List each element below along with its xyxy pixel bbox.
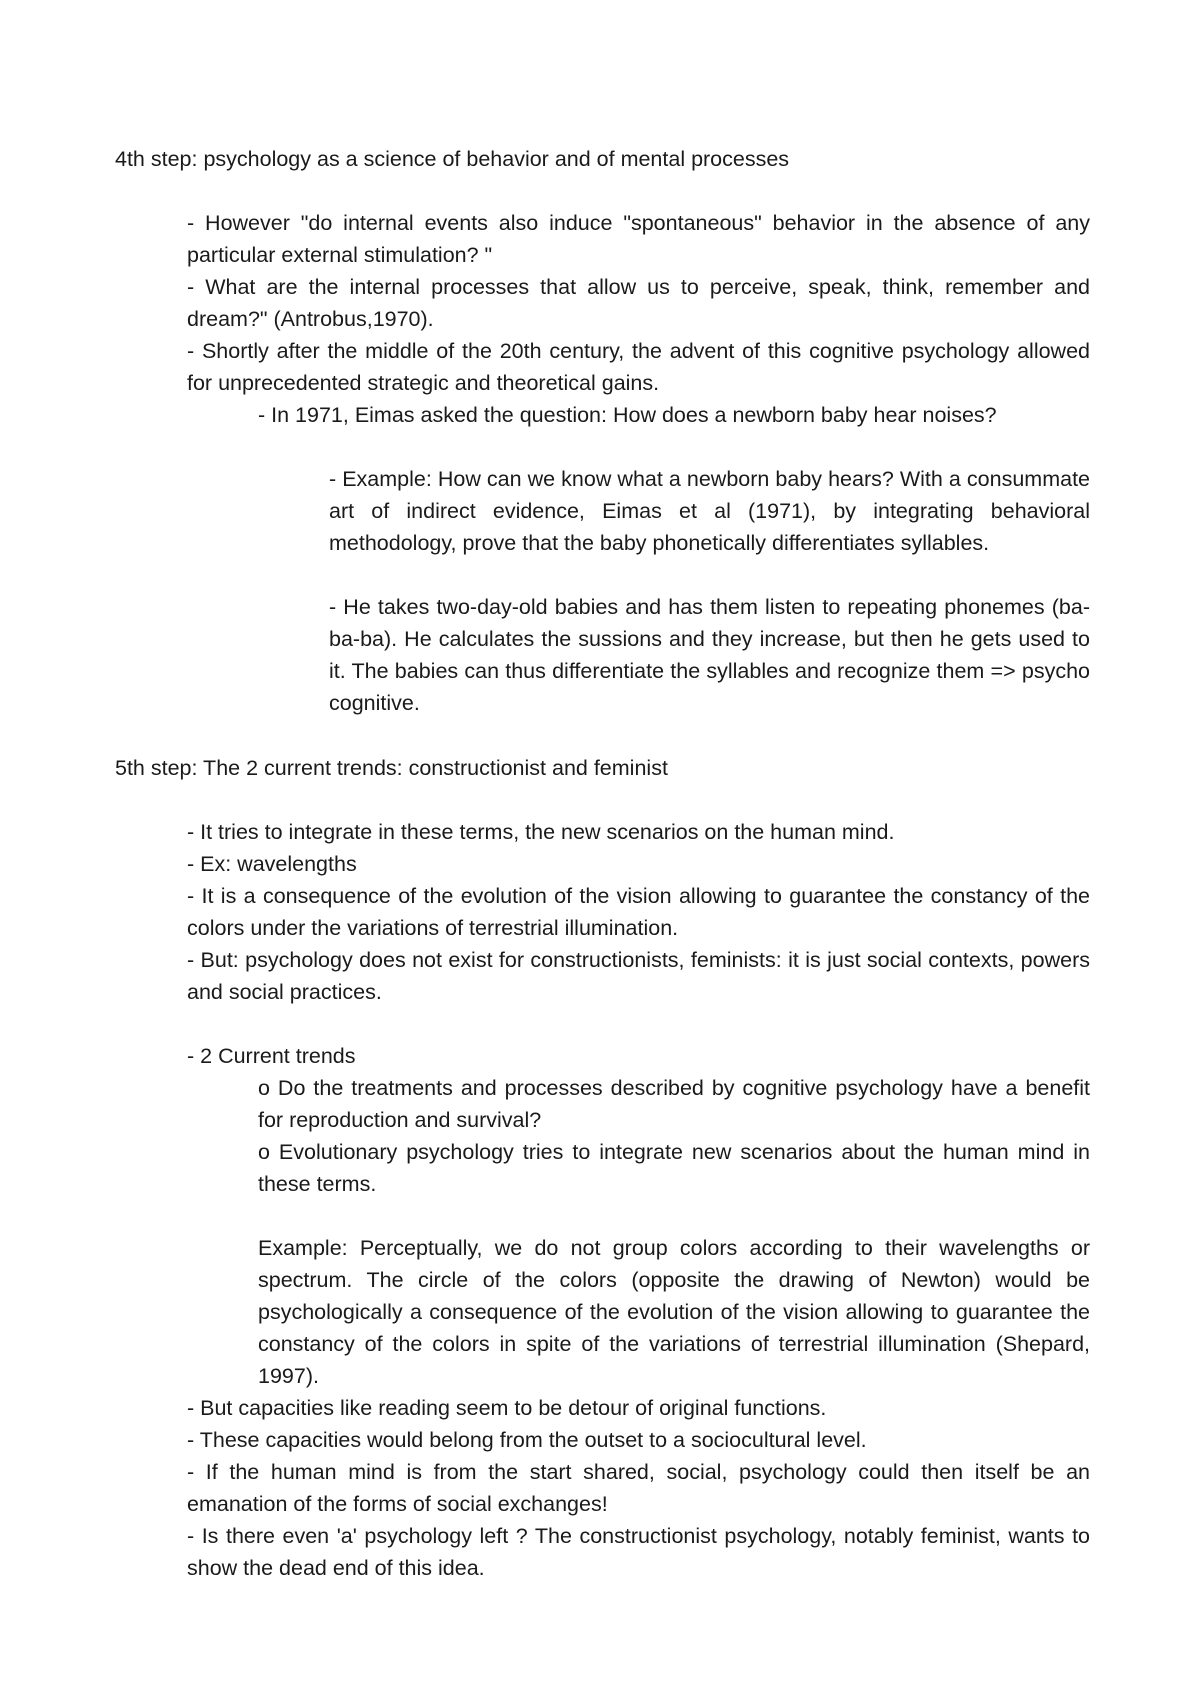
list-item: - Is there even 'a' psychology left ? The constructionist psychology, notably feminist, wants to show the dead end of this idea. [187, 1524, 1090, 1580]
sub-sub-list-item: - Example: How can we know what a newborn baby hears? With a consummate art of indirect evidence, Eimas et al (1971), by integrating behavioral methodology, prove that the baby phonetically differentiates syllables. [329, 467, 1090, 555]
list-item: - What are the internal processes that allow us to perceive, speak, think, remember and dream?" (Antrobus,1970). [187, 275, 1090, 331]
section-5-heading: 5th step: The 2 current trends: constructionist and feminist [115, 756, 668, 780]
list-item: - These capacities would belong from the outset to a sociocultural level. [187, 1428, 867, 1452]
list-item: - It is a consequence of the evolution of the vision allowing to guarantee the constancy of the colors under the variations of terrestrial illumination. [187, 884, 1090, 940]
list-item: - However "do internal events also induce "spontaneous" behavior in the absence of any particular external stimulation? " [187, 211, 1090, 267]
list-item: - It tries to integrate in these terms, the new scenarios on the human mind. [187, 820, 895, 844]
list-item: - If the human mind is from the start shared, social, psychology could then itself be an emanation of the forms of social exchanges! [187, 1460, 1090, 1516]
sub-sub-list-item: - He takes two-day-old babies and has them listen to repeating phonemes (ba-ba-ba). He calculates the sussions and they increase, but then he gets used to it. The babies can thus differentiate the syllables and recognize them => psycho cognitive. [329, 595, 1090, 715]
list-item: - But: psychology does not exist for constructionists, feminists: it is just social contexts, powers and social practices. [187, 948, 1090, 1004]
list-item: - But capacities like reading seem to be detour of original functions. [187, 1396, 827, 1420]
list-item: - Shortly after the middle of the 20th century, the advent of this cognitive psychology allowed for unprecedented strategic and theoretical gains. [187, 339, 1090, 395]
trends-label: - 2 Current trends [187, 1044, 356, 1068]
section-4-heading: 4th step: psychology as a science of behavior and of mental processes [115, 147, 790, 171]
sub-list-item: - In 1971, Eimas asked the question: How does a newborn baby hear noises? [258, 403, 997, 427]
list-item: - Ex: wavelengths [187, 852, 357, 876]
trend-item: o Do the treatments and processes described by cognitive psychology have a benefit for reproduction and survival? [258, 1076, 1090, 1132]
example-paragraph: Example: Perceptually, we do not group colors according to their wavelengths or spectrum. The circle of the colors (opposite the drawing of Newton) would be psychologically a consequence of the evolution of the vision allowing to guarantee the constancy of the colors in spite of the variations of terrestrial illumination (Shepard, 1997). [258, 1236, 1090, 1388]
trend-item: o Evolutionary psychology tries to integrate new scenarios about the human mind in these terms. [258, 1140, 1090, 1196]
